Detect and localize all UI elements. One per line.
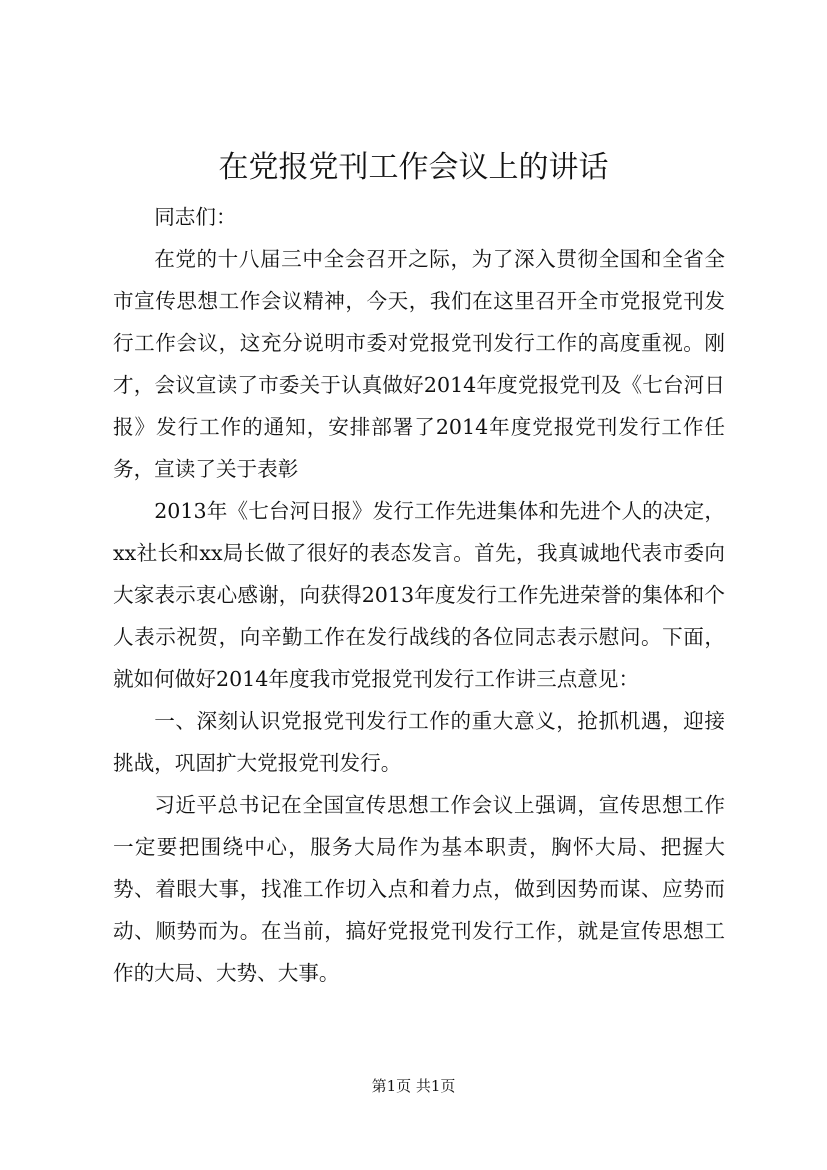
body-paragraph: 在党的十八届三中全会召开之际，为了深入贯彻全国和全省全市宣传思想工作会议精神，今天，我们在这里召开全市党报党刊发行工作会议，这充分说明市委对党报党刊发行工作的高度重视。刚才，会议宣读了市委关于认真做好2014年度党报党刊及《七台河日报》发行工作的通知，安排部署了2014年度党报党刊发行工作任务，宣读了关于表彰 — [113, 247, 725, 481]
body-paragraph: 习近平总书记在全国宣传思想工作会议上强调，宣传思想工作一定要把围绕中心，服务大局作为基本职责，胸怀大局、把握大势、着眼大事，找准工作切入点和着力点，做到因势而谋、应势而动、顺势而为。在当前，搞好党报党刊发行工作，就是宣传思想工作的大局、大势、大事。 — [113, 793, 725, 985]
document-body — [113, 196, 725, 994]
section-heading-paragraph: 一、深刻认识党报党刊发行工作的重大意义，抢抓机遇，迎接挑战，巩固扩大党报党刊发行。 — [113, 709, 725, 775]
salutation-paragraph: 同志们： — [154, 205, 237, 229]
body-paragraph: 2013年《七台河日报》发行工作先进集体和先进个人的决定，xx社长和xx局长做了很好的表态发言。首先，我真诚地代表市委向大家表示衷心感谢，向获得2013年度发行工作先进荣誉的集体和个人表示祝贺，向辛勤工作在发行战线的各位同志表示慰问。下面，就如何做好2014年度我市党报党刊发行工作讲三点意见： — [113, 499, 725, 691]
document-title: 在党报党刊工作会议上的讲话 — [218, 150, 609, 185]
page-number-footer: 第1页 共1页 — [371, 1077, 456, 1095]
